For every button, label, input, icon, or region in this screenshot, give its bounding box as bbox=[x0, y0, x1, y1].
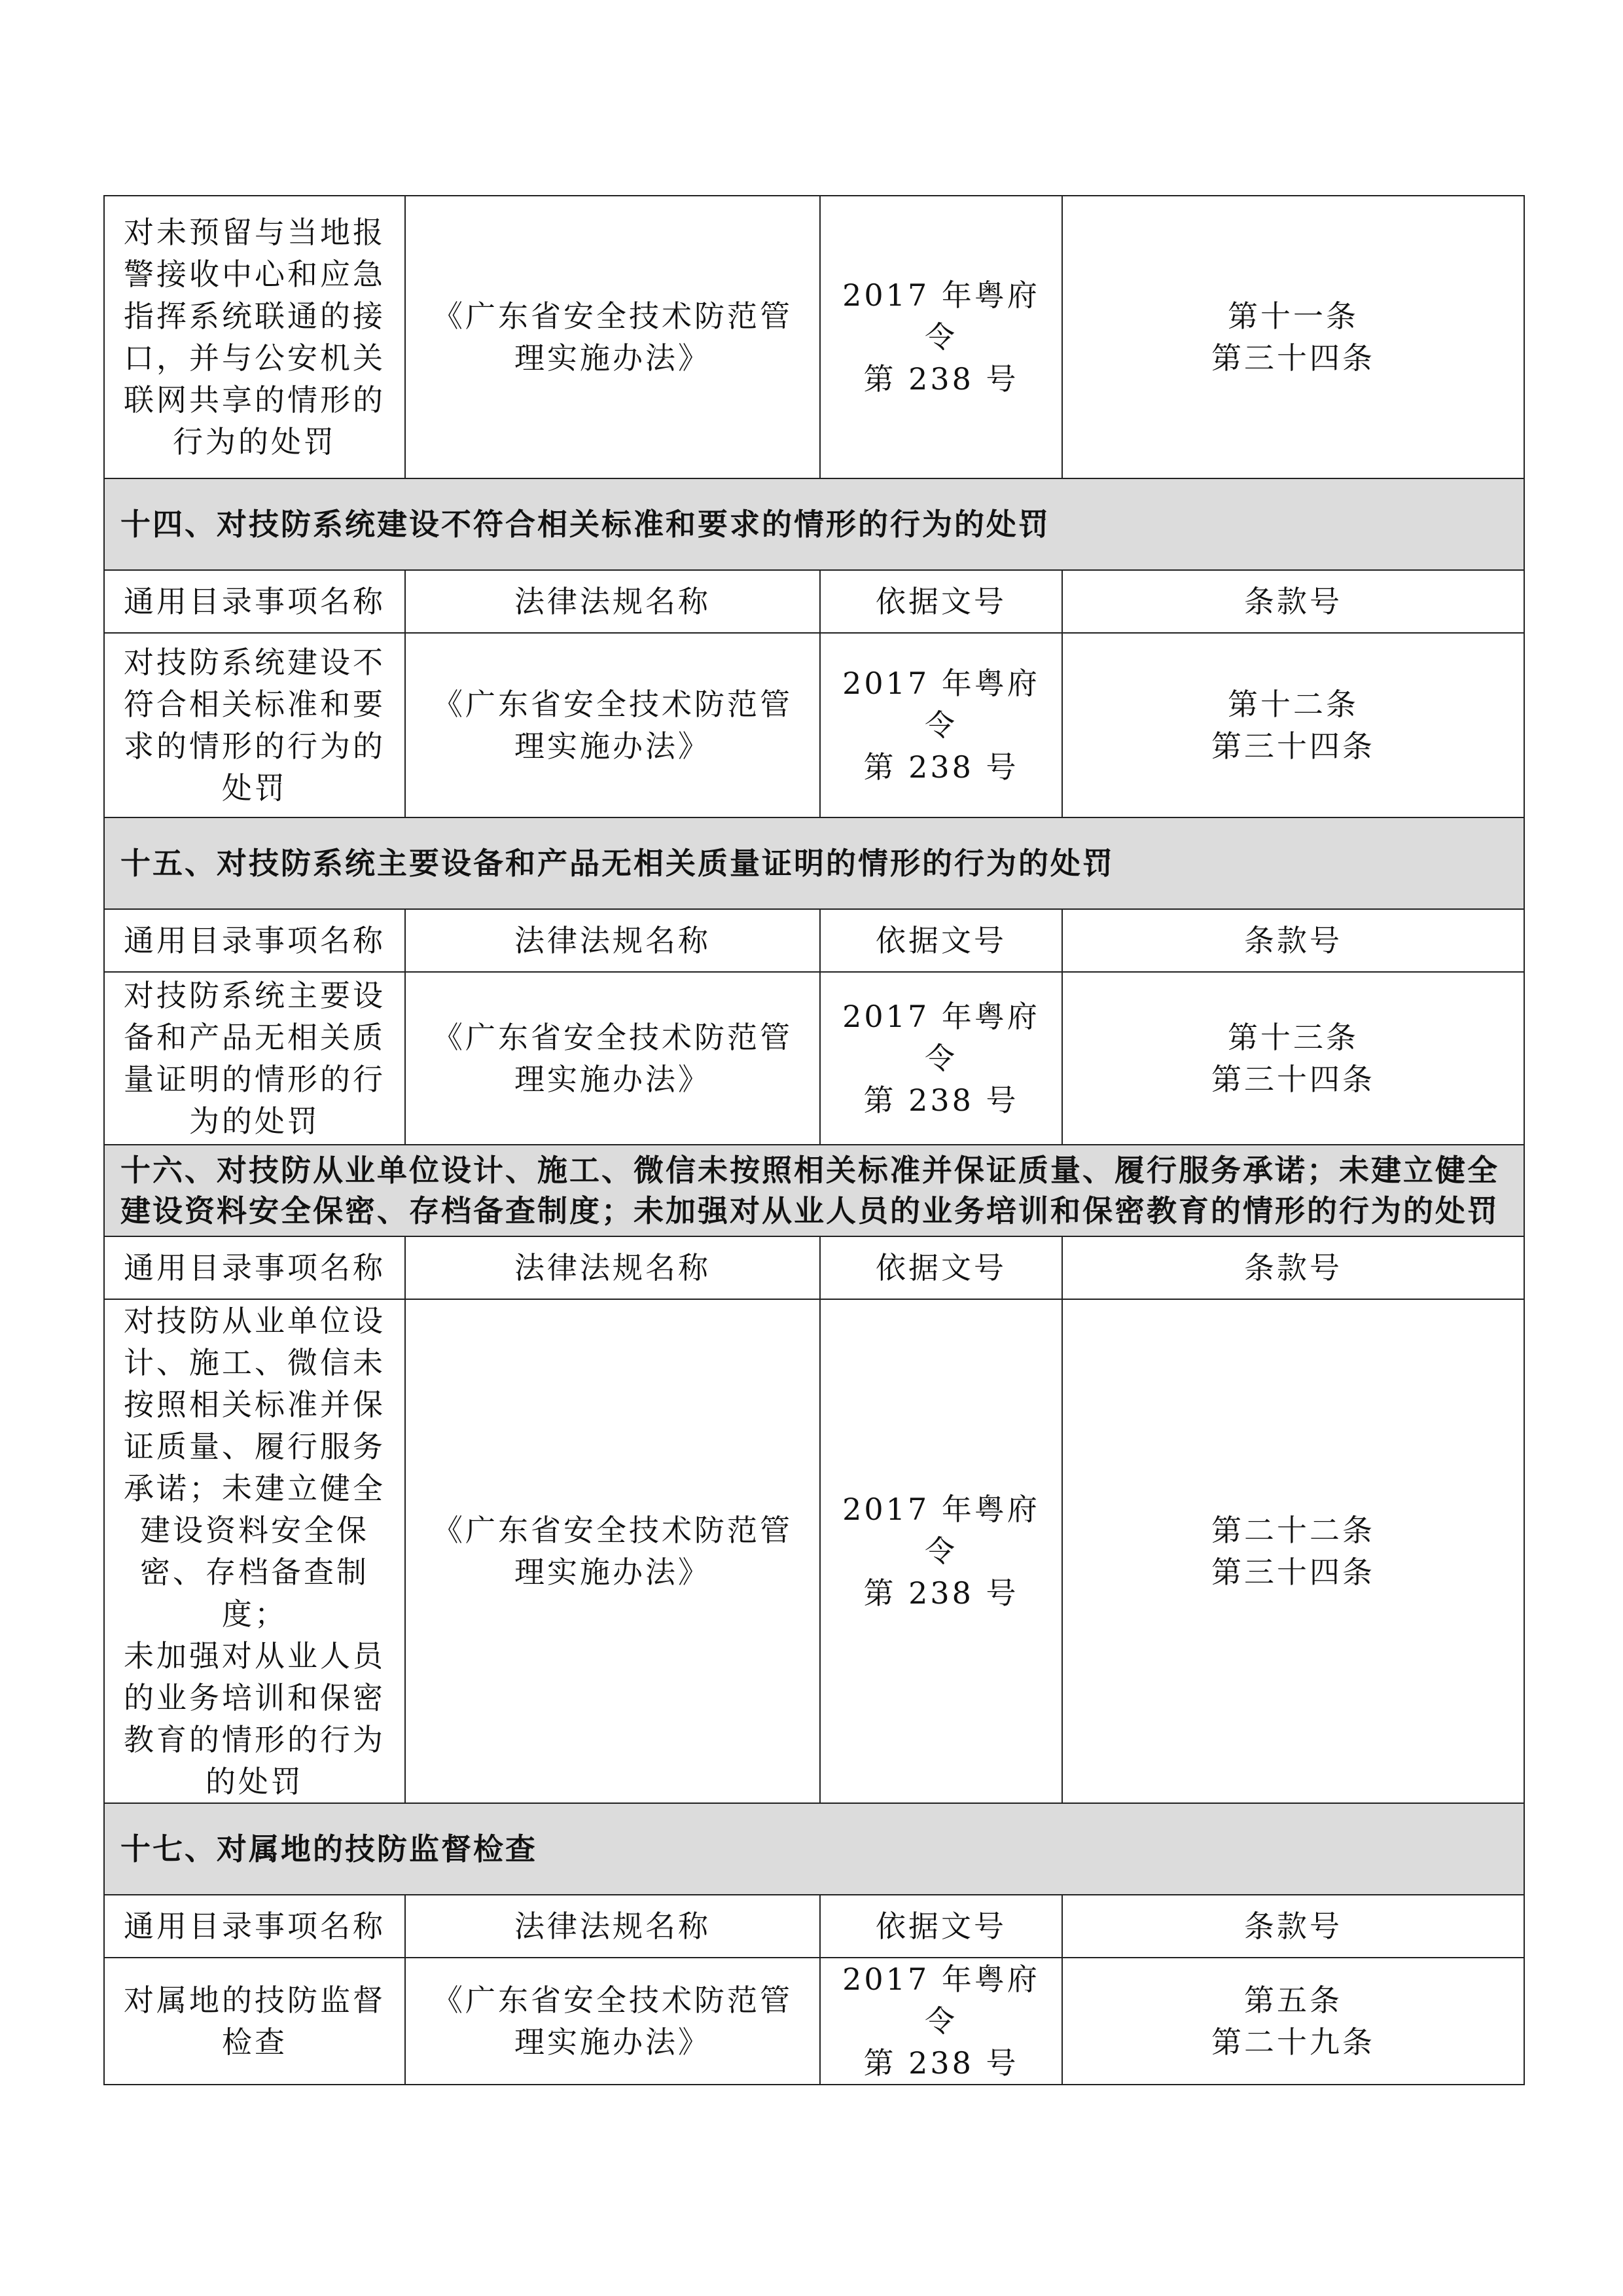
header-row bbox=[104, 909, 1524, 972]
law-name-cell: 《广东省安全技术防范管 理实施办法》 bbox=[405, 1299, 820, 1803]
header-doc-number: 依据文号 bbox=[820, 909, 1062, 972]
table-row bbox=[104, 1299, 1524, 1803]
section-title: 十四、对技防系统建设不符合相关标准和要求的情形的行为的处罚 bbox=[104, 478, 1524, 570]
header-row bbox=[104, 1236, 1524, 1299]
item-name-cell: 对技防从业单位设 计、施工、微信未 按照相关标准并保 证质量、履行服务 承诺；未建立健全 建设资料安全保 密、存档备查制度； 未加强对从业人员 的业务培训和保密 教育的情形的行为 的处罚 bbox=[104, 1299, 405, 1803]
header-doc-number: 依据文号 bbox=[820, 1895, 1062, 1958]
doc-number-cell: 2017 年粤府令 第 238 号 bbox=[820, 196, 1062, 478]
section-title: 十七、对属地的技防监督检查 bbox=[104, 1803, 1524, 1895]
header-doc-number: 依据文号 bbox=[820, 1236, 1062, 1299]
clause-cell: 第五条 第二十九条 bbox=[1062, 1958, 1524, 2085]
section-row bbox=[104, 817, 1524, 909]
section-title: 十六、对技防从业单位设计、施工、微信未按照相关标准并保证质量、履行服务承诺；未建立健全 建设资料安全保密、存档备查制度；未加强对从业人员的业务培训和保密教育的情形的行为的处罚 bbox=[104, 1145, 1524, 1236]
header-law-name: 法律法规名称 bbox=[405, 570, 820, 633]
table-row bbox=[104, 1958, 1524, 2085]
header-doc-number: 依据文号 bbox=[820, 570, 1062, 633]
header-item-name: 通用目录事项名称 bbox=[104, 1236, 405, 1299]
doc-number-cell: 2017 年粤府令 第 238 号 bbox=[820, 972, 1062, 1145]
section-row bbox=[104, 478, 1524, 570]
header-law-name: 法律法规名称 bbox=[405, 1236, 820, 1299]
section-row bbox=[104, 1803, 1524, 1895]
section-row bbox=[104, 1145, 1524, 1236]
section-title: 十五、对技防系统主要设备和产品无相关质量证明的情形的行为的处罚 bbox=[104, 817, 1524, 909]
law-name-cell: 《广东省安全技术防范管 理实施办法》 bbox=[405, 196, 820, 478]
table-row bbox=[104, 633, 1524, 817]
item-name-cell: 对技防系统主要设 备和产品无相关质 量证明的情形的行 为的处罚 bbox=[104, 972, 405, 1145]
doc-number-cell: 2017 年粤府令 第 238 号 bbox=[820, 1958, 1062, 2085]
header-item-name: 通用目录事项名称 bbox=[104, 1895, 405, 1958]
clause-cell: 第十一条 第三十四条 bbox=[1062, 196, 1524, 478]
law-name-cell: 《广东省安全技术防范管 理实施办法》 bbox=[405, 972, 820, 1145]
header-item-name: 通用目录事项名称 bbox=[104, 570, 405, 633]
doc-number-cell: 2017 年粤府令 第 238 号 bbox=[820, 633, 1062, 817]
clause-cell: 第二十二条 第三十四条 bbox=[1062, 1299, 1524, 1803]
item-name-cell: 对未预留与当地报 警接收中心和应急 指挥系统联通的接 口，并与公安机关 联网共享的情形的 行为的处罚 bbox=[104, 196, 405, 478]
header-clause: 条款号 bbox=[1062, 570, 1524, 633]
header-clause: 条款号 bbox=[1062, 1895, 1524, 1958]
doc-number-cell: 2017 年粤府令 第 238 号 bbox=[820, 1299, 1062, 1803]
item-name-cell: 对技防系统建设不 符合相关标准和要 求的情形的行为的 处罚 bbox=[104, 633, 405, 817]
clause-cell: 第十三条 第三十四条 bbox=[1062, 972, 1524, 1145]
header-clause: 条款号 bbox=[1062, 909, 1524, 972]
clause-cell: 第十二条 第三十四条 bbox=[1062, 633, 1524, 817]
header-item-name: 通用目录事项名称 bbox=[104, 909, 405, 972]
regulation-table bbox=[103, 195, 1525, 2085]
item-name-cell: 对属地的技防监督 检查 bbox=[104, 1958, 405, 2085]
header-law-name: 法律法规名称 bbox=[405, 909, 820, 972]
law-name-cell: 《广东省安全技术防范管 理实施办法》 bbox=[405, 633, 820, 817]
table-row bbox=[104, 196, 1524, 478]
header-clause: 条款号 bbox=[1062, 1236, 1524, 1299]
law-name-cell: 《广东省安全技术防范管 理实施办法》 bbox=[405, 1958, 820, 2085]
header-law-name: 法律法规名称 bbox=[405, 1895, 820, 1958]
header-row bbox=[104, 570, 1524, 633]
table-row bbox=[104, 972, 1524, 1145]
header-row bbox=[104, 1895, 1524, 1958]
